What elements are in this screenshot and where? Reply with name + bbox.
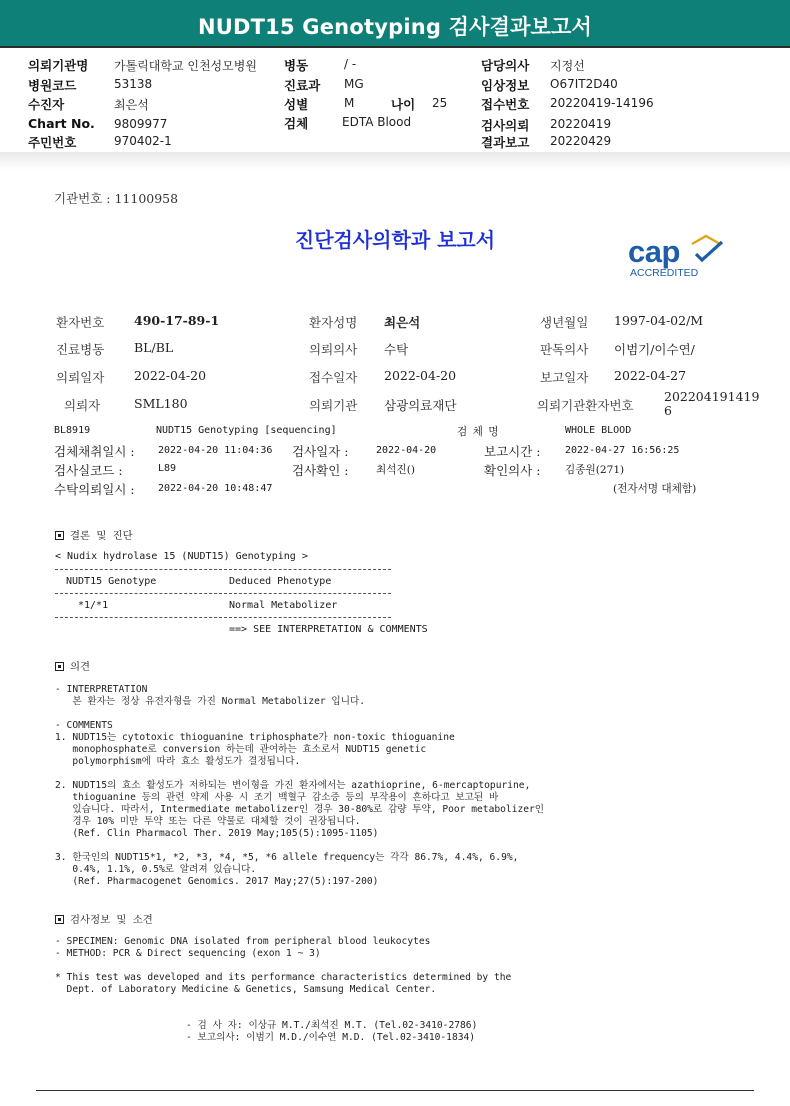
table-divider <box>55 617 391 618</box>
header-label: 병동 <box>284 58 309 73</box>
testdate-label: 검사일자 : <box>292 444 349 459</box>
section-bullet-icon <box>55 531 64 540</box>
opinion-section-heading: 의견 <box>55 658 90 673</box>
test-name: NUDT15 Genotyping [sequencing] <box>156 425 337 436</box>
header-label: 병원코드 <box>28 78 77 93</box>
collect-label: 검체채취일시 : <box>54 444 135 459</box>
footer-divider <box>36 1090 754 1091</box>
header-value: M <box>344 96 355 110</box>
patient-label: 환자성명 <box>309 315 358 330</box>
patient-value: BL/BL <box>134 340 174 355</box>
confirm-value: 최석진() <box>376 464 415 476</box>
banner-title: NUDT15 Genotyping 검사결과보고서 <box>197 15 593 39</box>
header-value: EDTA Blood <box>342 115 412 129</box>
header-label: 담당의사 <box>481 58 530 73</box>
patient-label: 접수일자 <box>309 370 358 385</box>
patient-label: 의뢰의사 <box>309 342 358 357</box>
patient-name: 최은석 <box>384 315 421 330</box>
reporttime-label: 보고시간 : <box>484 444 541 459</box>
header-value: 가톨릭대학교 인천성모병원 <box>114 59 257 73</box>
opinion-text: - INTERPRETATION 본 환자는 정상 유전자형을 가진 Normal Metabolizer 입니다. - COMMENTS 1. NUDT15는 cytotoxic thioguanine triphosphate가 non-toxic thioguanine monophosphate로 conversion 하는데 관여하는 효소로서 NUDT15 genetic polymorphism에 따라 효소 활성도가 결정됩니다. 2. NUDT15의 효소 활성도가 저하되는 변이형을 가진 환자에서는 azathioprine, 6-mercaptopurine, thioguanine 등의 관련 약제 사용 시 조기 백혈구 감소증 등의 부작용이 흔하다고 보고된 바 있습니다. 따라서, Intermediate metabolizer인 경우 30-80%로 감량 투약, Poor metabolizer인 경우 10% 미만 투약 또는 다른 약물로 대체할 것이 권장됩니다. (Ref. Clin Pharmacol Ther. 2019 May;105(5):1095-1105) 3. 한국인의 NUDT15*1, *2, *3, *4, *5, *6 allele frequency는 각각 86.7%, 4.4%, 6.9%, 0.4%, 1.1%, 0.5%로 알려져 있습니다. (Ref. Pharmacogenet Genomics. 2017 May;27(5):197-200) <box>55 684 545 887</box>
patient-label: 보고일자 <box>540 370 589 385</box>
report-title: 진단검사의학과 보고서 <box>294 228 496 252</box>
doctor-label: 확인의사 : <box>484 463 541 478</box>
recv-label: 수탁의뢰일시 : <box>54 482 135 497</box>
patient-label: 의뢰일자 <box>56 370 105 385</box>
genotype-value: *1/*1 <box>78 600 109 611</box>
patient-value: 삼광의료재단 <box>384 398 457 413</box>
see-interpretation-note: ==> SEE INTERPRETATION & COMMENTS <box>229 624 428 635</box>
doctor-value: 김종원(271) <box>565 464 625 476</box>
header-label: Chart No. <box>28 116 95 131</box>
header-value: 9809977 <box>114 117 168 131</box>
header-label: 결과보고 <box>481 135 530 150</box>
header-value: MG <box>344 77 364 91</box>
cap-logo-subtext: ACCREDITED <box>630 267 699 279</box>
patient-value: 202204191419 <box>664 389 760 404</box>
header-value: 970402-1 <box>114 134 172 148</box>
header-label: 임상정보 <box>481 78 530 93</box>
testdate-value: 2022-04-20 <box>376 445 437 456</box>
header-divider <box>0 152 790 170</box>
patient-value: SML180 <box>134 396 188 411</box>
header-label: 성별 <box>284 97 309 112</box>
esign-note: (전자서명 대체함) <box>613 483 697 495</box>
patient-value: 6 <box>664 403 672 418</box>
patient-number: 490-17-89-1 <box>134 313 220 328</box>
header-value: 20220419 <box>550 117 612 131</box>
header-label: 의뢰기관명 <box>28 58 89 73</box>
header-value: / - <box>344 57 357 71</box>
header-value: 53138 <box>114 77 153 91</box>
result-table-title: < Nudix hydrolase 15 (NUDT15) Genotyping > <box>55 551 308 562</box>
room-value: L89 <box>158 463 177 474</box>
patient-value: 2022-04-20 <box>384 368 457 383</box>
patient-label: 의뢰기관 <box>309 398 358 413</box>
header-value: 25 <box>432 96 448 110</box>
table-divider <box>55 569 391 570</box>
reporttime-value: 2022-04-27 16:56:25 <box>565 445 680 456</box>
genotype-header: NUDT15 Genotype <box>66 576 157 587</box>
header-value: 20220429 <box>550 134 612 148</box>
header-label: 주민번호 <box>28 135 77 150</box>
header-label: 수진자 <box>28 97 65 112</box>
section-bullet-icon <box>55 662 64 671</box>
patient-label: 진료병동 <box>56 342 105 357</box>
specimen-method-text: - SPECIMEN: Genomic DNA isolated from peripheral blood leukocytes - METHOD: PCR & Direct sequencing (exon 1 ~ 3) * This test was developed and its performance characteristics determined by the Dept. of Laboratory Medicine & Genetics, Samsung Medical Center. <box>55 936 512 995</box>
patient-label: 생년월일 <box>540 315 589 330</box>
institution-number: 기관번호 : 11100958 <box>54 191 179 206</box>
header-value: 지정선 <box>550 59 585 73</box>
collect-value: 2022-04-20 11:04:36 <box>158 445 273 456</box>
patient-label: 의뢰자 <box>64 398 101 413</box>
header-value: 최은석 <box>114 98 149 112</box>
patient-value: 2022-04-27 <box>614 368 687 383</box>
test-code: BL8919 <box>54 425 91 436</box>
signatures: - 검 사 자: 이상규 M.T./최석진 M.T. (Tel.02-3410-2786) - 보고의사: 이범기 M.D./이수연 M.D. (Tel.02-3410-1834) <box>186 1020 478 1043</box>
patient-label: 환자번호 <box>56 315 105 330</box>
header-label: 진료과 <box>284 78 321 93</box>
header-label: 검사의뢰 <box>481 118 530 133</box>
report-banner <box>0 0 790 48</box>
birth-date: 1997-04-02/M <box>614 313 704 328</box>
patient-value: 이범기/이수연/ <box>614 342 695 357</box>
result-section-heading: 결론 및 진단 <box>55 527 133 542</box>
header-label: 접수번호 <box>481 97 530 112</box>
header-value: 20220419-14196 <box>550 96 654 110</box>
patient-label: 의뢰기관환자번호 <box>537 398 634 413</box>
room-label: 검사실코드 : <box>54 463 123 478</box>
patient-value: 수탁 <box>384 342 409 357</box>
table-divider <box>55 593 391 594</box>
phenotype-header: Deduced Phenotype <box>229 576 332 587</box>
header-label: 검체 <box>284 116 309 131</box>
section-bullet-icon <box>55 915 64 924</box>
cap-logo-text: cap <box>628 234 680 269</box>
patient-value: 2022-04-20 <box>134 368 207 383</box>
cap-accredited-logo <box>626 232 730 280</box>
phenotype-value: Normal Metabolizer <box>229 600 338 611</box>
recv-value: 2022-04-20 10:48:47 <box>158 483 273 494</box>
header-value: O67IT2D40 <box>550 77 618 91</box>
specimen-label: 검 체 명 <box>457 426 500 438</box>
patient-label: 판독의사 <box>540 342 589 357</box>
header-label: 나이 <box>391 97 416 112</box>
info-section-heading: 검사정보 및 소견 <box>55 911 153 926</box>
confirm-label: 검사확인 : <box>292 463 349 478</box>
specimen-value: WHOLE BLOOD <box>565 425 632 436</box>
